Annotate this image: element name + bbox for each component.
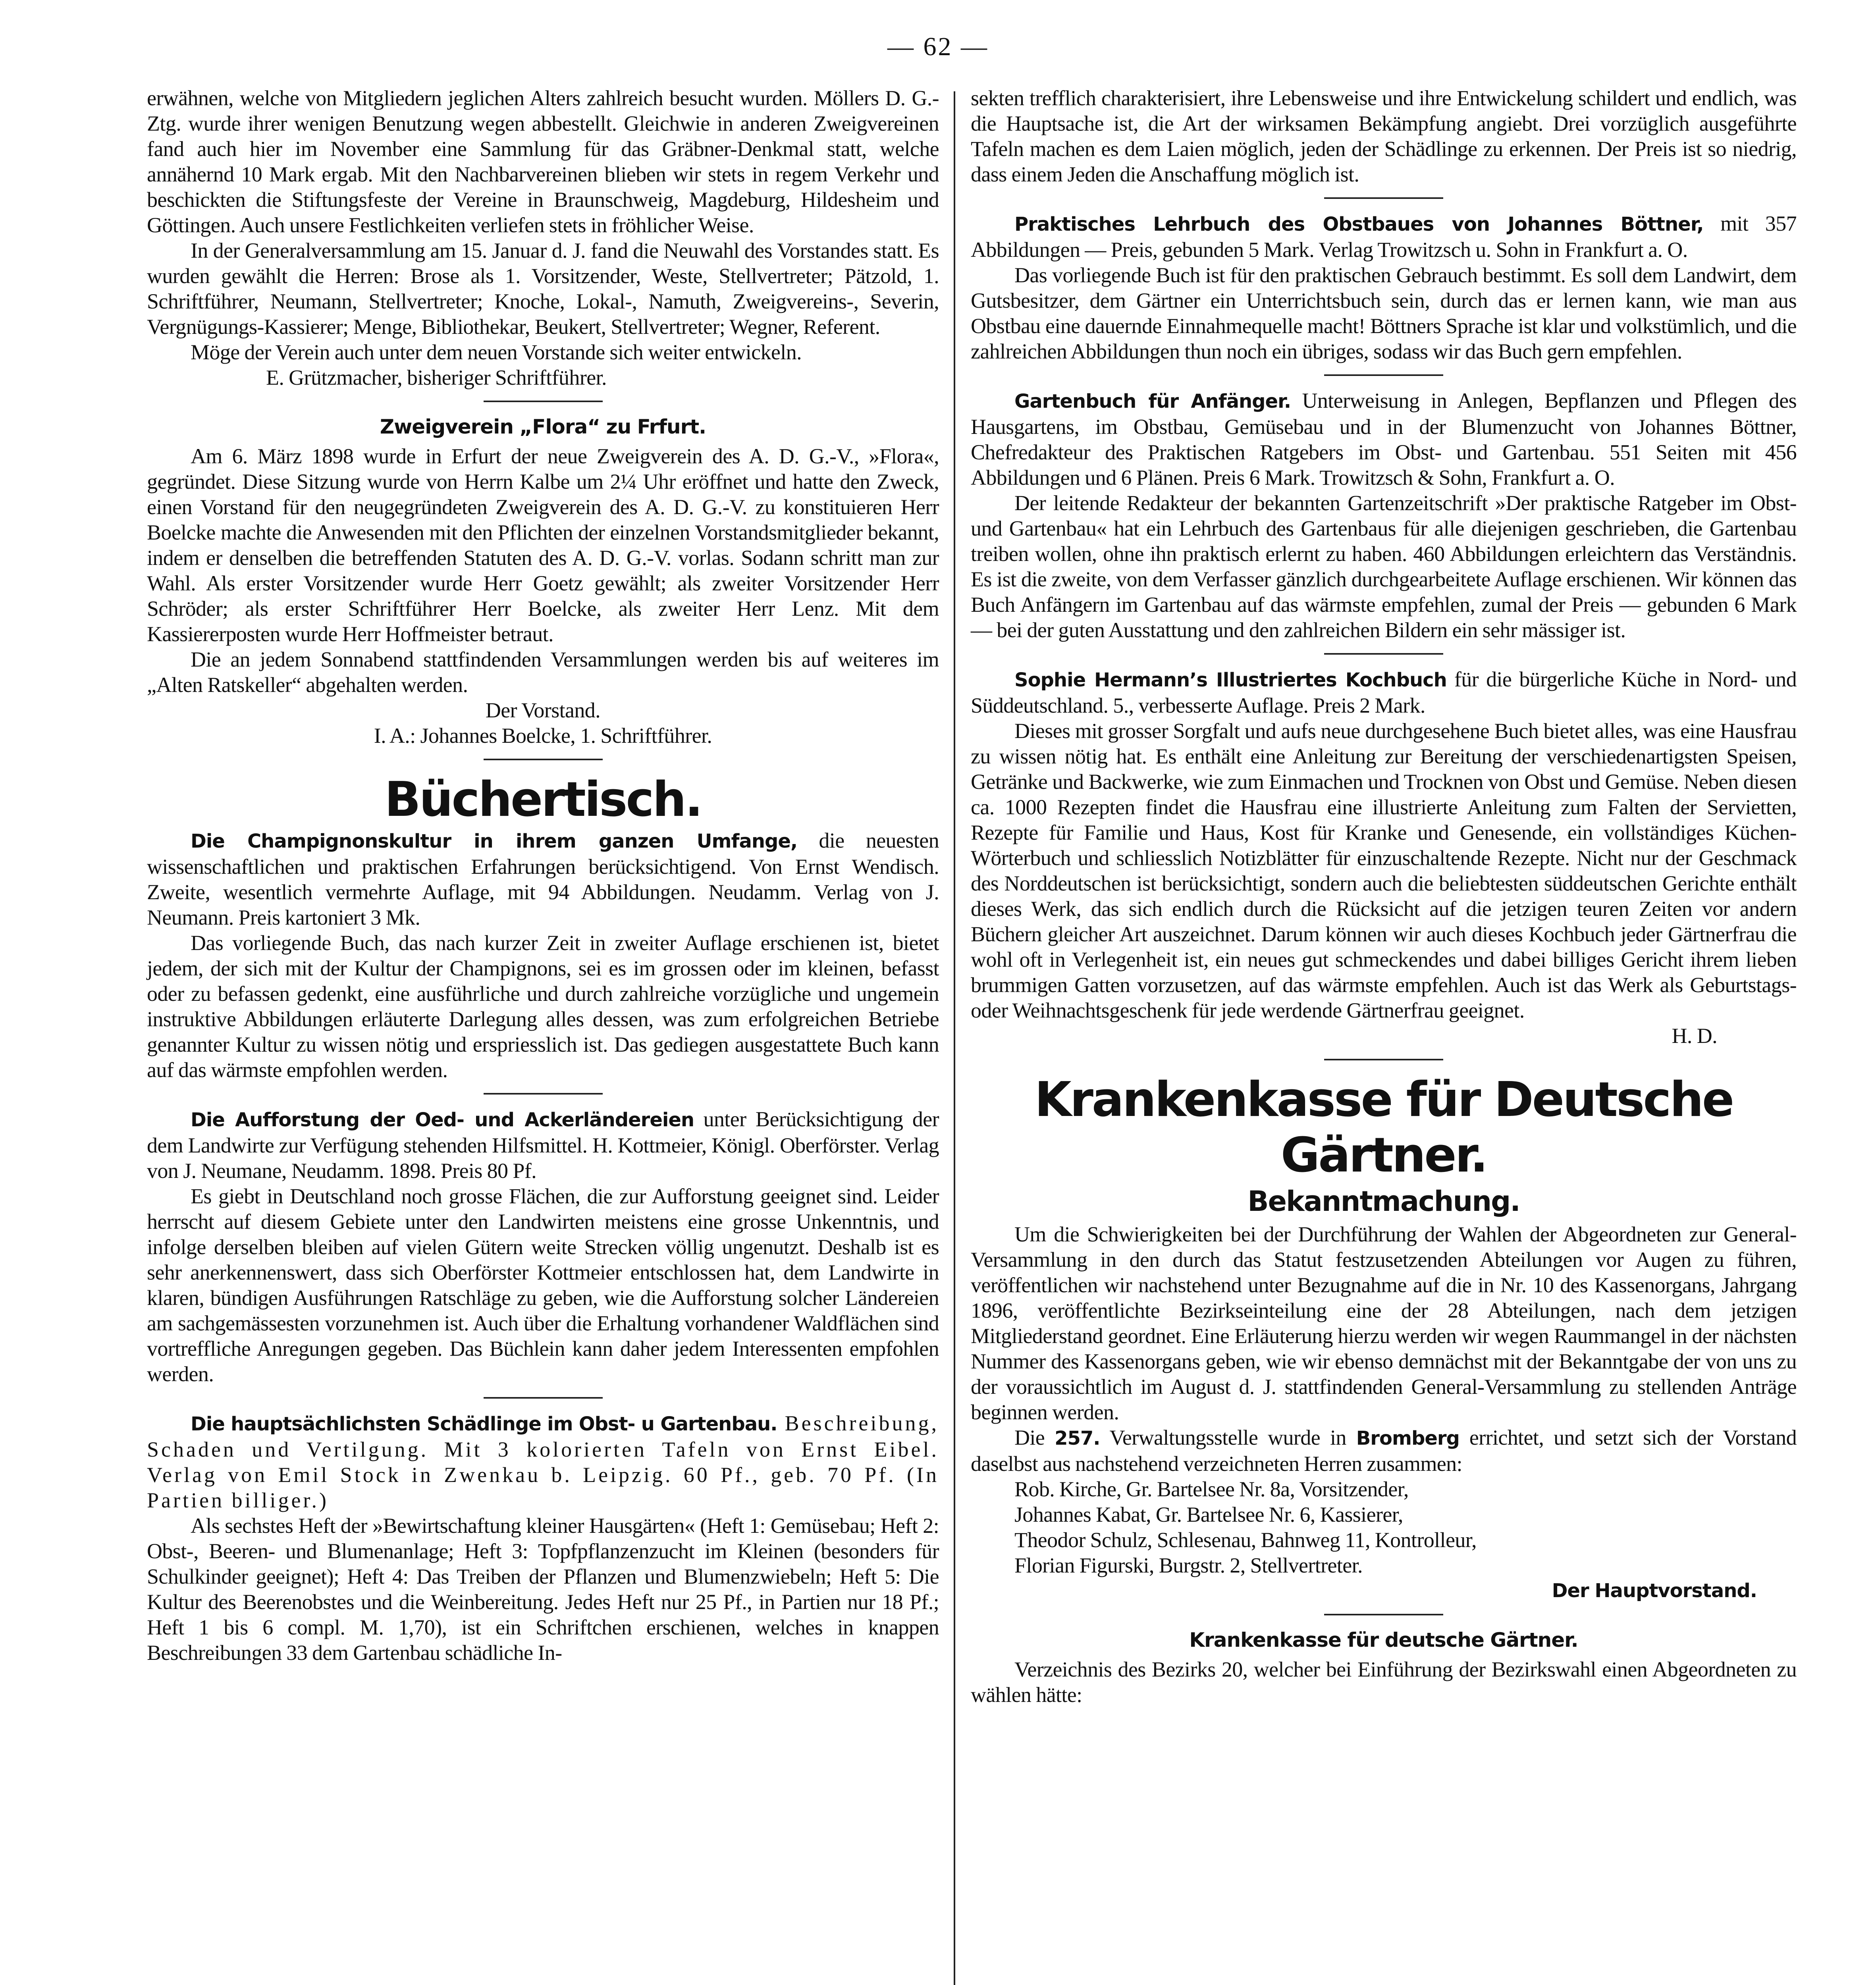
text: Verwaltungsstelle wurde in: [1100, 1426, 1356, 1449]
signature: E. Grützmacher, bisheriger Schriftführer.: [266, 366, 607, 389]
book-review: [147, 828, 939, 930]
book-review: [971, 388, 1797, 490]
paragraph: Das vorliegende Buch, das nach kurzer Zeit in zweiter Auflage erschienen ist, bietet jedem, der sich mit der Kultur der Champignons, sei es im grossen oder im kleinen, befasst oder zu befassen gedenkt, eine ausführliche und durch zahlreiche vorzügliche und ungemein instruktive Abbildungen erläuterte Darlegung alles dessen, was zum erfolgreichen Betriebe genannter Kultur zu wissen nötig und erspriesslich ist. Das gediegen ausgestattete Buch kann auf das wärmste empfohlen werden.: [147, 931, 939, 1082]
column-divider: [954, 91, 955, 1985]
office-number: 257.: [1055, 1427, 1100, 1449]
section-rule: [1324, 1614, 1443, 1615]
paragraph: In der Generalversammlung am 15. Januar d. J. fand die Neuwahl des Vorstandes statt. Es wurden gewählt die Herren: Brose als 1. Vorsitzender, Weste, Stellvertreter; Pätzold, 1. Schriftführer, Neumann, Stellvertreter; Knoche, Lokal-, Namuth, Zweigvereins-, Severin, Vergnügungs-Kassierer; Menge, Bibliothekar, Beukert, Stellvertreter; Wegner, Referent.: [147, 239, 939, 339]
paragraph: Es giebt in Deutschland noch grosse Flächen, die zur Aufforstung geeignet sind. Leider herrscht auf diesem Gebiete unter den Landwirten meistens eine grosse Unkenntnis, und infolge derselben bleiben auf vielen Gütern weite Strecken völlig ungenutzt. Deshalb ist es sehr anerkennenswert, dass sich Oberförster Kottmeier entschlossen hat, dem Landwirte in klaren, bündigen Ausführungen Ratschläge zu geben, wie die Aufforstung solcher Ländereien am sachgemässesten vorzunehmen ist. Auch über die Erhaltung vorhandener Waldflächen sind vortreffliche Anregungen gegeben. Das Büchlein kann daher jedem Interessenten empfohlen werden.: [147, 1184, 939, 1386]
section-rule: [484, 401, 603, 402]
paragraph: Möge der Verein auch unter dem neuen Vorstande sich weiter entwickeln.: [191, 340, 802, 364]
text: errichtet, und setzt sich der Vorstand daselbst aus nachstehend verzeichneten Herren zusammen:: [971, 1426, 1797, 1476]
paragraph: Die an jedem Sonnabend stattfindenden Versammlungen werden bis auf weiteres im „Alten Ratskeller“ abgehalten werden.: [147, 648, 939, 697]
book-details: Beschreibung, Schaden und Vertilgung. Mit 3 kolorierten Tafeln von Ernst Eibel. Verlag von Emil Stock in Zwenkau b. Leipzig. 60 Pf., geb. 70 Pf. (In Partien billiger.): [147, 1411, 939, 1512]
book-title: Sophie Hermann’s Illustriertes Kochbuch: [1014, 669, 1447, 691]
book-title: Praktisches Lehrbuch des Obstbaues von Johannes Böttner,: [1014, 213, 1704, 235]
signature: Der Vorstand.: [485, 698, 601, 722]
paragraph: [971, 1425, 1797, 1476]
book-details: für die bürgerliche Küche in Nord- und Süddeutschland. 5., verbesserte Auflage. Preis 2 Mark.: [971, 667, 1797, 717]
book-review: [147, 1411, 939, 1513]
signature: I. A.: Johannes Boelcke, 1. Schriftführer.: [374, 724, 712, 748]
section-rule: [1324, 1059, 1443, 1060]
book-title: Die Aufforstung der Oed- und Ackerländereien: [191, 1109, 694, 1131]
book-title: Die Champignonskultur in ihrem ganzen Umfange,: [191, 830, 798, 852]
paragraph: Der leitende Redakteur der bekannten Gartenzeitschrift »Der praktische Ratgeber im Obst- und Gartenbau« hat ein Lehrbuch des Gartenbaus für alle diejenigen geschrieben, die Gartenbau treiben wollen, ohne ihn praktisch erlernt zu haben. 460 Abbildungen erleichtern das Verständnis. Es ist die zweite, von dem Verfasser gänzlich durchgearbeitete Auflage erschienen. Wir können das Buch Anfängern im Gartenbau auf das wärmste empfehlen, zumal der Preis — gebunden 6 Mark — bei der guten Ausstattung und den zahlreichen Bildern ein sehr mässiger ist.: [971, 491, 1797, 642]
book-details: die neuesten wissenschaftlichen und praktischen Erfahrungen berücksichtigend. Von Ernst Wendisch. Zweite, wesentlich vermehrte Auflage, mit 94 Abbildungen. Neudamm. Verlag von J. Neumann. Preis kartoniert 3 Mk.: [147, 829, 939, 929]
section-heading-krankenkasse: Krankenkasse für Deutsche Gärtner.: [1034, 1072, 1733, 1183]
subheading-bekanntmachung: Bekanntmachung.: [1247, 1185, 1520, 1218]
right-column: [971, 85, 1797, 1707]
signature: Der Hauptvorstand.: [1552, 1580, 1757, 1602]
list-item: Rob. Kirche, Gr. Bartelsee Nr. 8a, Vorsitzender,: [1014, 1477, 1409, 1501]
paragraph: Am 6. März 1898 wurde in Erfurt der neue Zweigverein des A. D. G.-V., »Flora«, gegründet. Diese Sitzung wurde von Herrn Kalbe um 2¼ Uhr eröffnet und hatte den Zweck, einen Vorstand für den neugegründeten Zweigverein des A. D. G.-V. zu konstituieren Herr Boelcke machte die Anwesenden mit den Pflichten der einzelnen Vorstandsmitglieder bekannt, indem er denselben die betreffenden Statuten des A. D. G.-V. vorlas. Sodann schritt man zur Wahl. Als erster Vorsitzender wurde Herr Goetz gewählt; als zweiter Vorsitzender Herr Schröder; als erster Schriftführer Herr Boelcke, als zweiter Herr Lenz. Mit dem Kassiererposten wurde Herr Hoffmeister betraut.: [147, 444, 939, 646]
book-title: Gartenbuch für Anfänger.: [1014, 390, 1291, 412]
paragraph: Verzeichnis des Bezirks 20, welcher bei Einführung der Bezirkswahl einen Abgeordneten zu wählen hätte:: [971, 1657, 1797, 1707]
section-rule: [1324, 197, 1443, 199]
section-heading-flora: Zweigverein „Flora“ zu Frfurt.: [380, 415, 706, 438]
book-review: [147, 1106, 939, 1183]
list-item: Florian Figurski, Burgstr. 2, Stellvertreter.: [1014, 1553, 1363, 1577]
section-heading-krankenkasse-2: Krankenkasse für deutsche Gärtner.: [1189, 1628, 1578, 1652]
left-column: [147, 85, 939, 1665]
paragraph: erwähnen, welche von Mitgliedern jeglichen Alters zahlreich besucht wurden. Möllers D. G.-Ztg. wurde ihrer wenigen Benutzung wegen abbestellt. Gleichwie in anderen Zweigvereinen fand auch hier im November eine Sammlung für das Gräbner-Denkmal statt, welche annähernd 10 Mark ergab. Mit den Nachbarvereinen blieben wir stets in regem Verkehr und beschickten die Stiftungsfeste der Vereine in Braunschweig, Magdeburg, Hildesheim und Göttingen. Auch unsere Festlichkeiten verliefen stets in fröhlicher Weise.: [147, 86, 939, 237]
page-number: — 62 —: [887, 32, 989, 61]
list-item: Theodor Schulz, Schlesenau, Bahnweg 11, Kontrolleur,: [1014, 1528, 1477, 1552]
paragraph: Um die Schwierigkeiten bei der Durchführung der Wahlen der Abgeordneten zur General-Versammlung in den durch das Statut festzusetzenden Abteilungen vor Augen zu führen, veröffentlichen wir nachstehend unter Bezugnahme auf die in Nr. 10 des Kassenorgans, Jahrgang 1896, veröffentlichte Bezirkseinteilung eine der 28 Abteilungen, nach dem jetzigen Mitgliederstand geordnet. Eine Erläuterung hierzu werden wir wegen Raummangel in der nächsten Nummer des Kassenorgans geben, wie wir ebenso demnächst mit der Bekanntgabe der von uns zu der voraussichtlich im August d. J. stattfindenden General-Versammlung zu stellenden Anträge beginnen werden.: [971, 1222, 1797, 1424]
book-title: Die hauptsächlichsten Schädlinge im Obst- u Gartenbau.: [191, 1413, 777, 1435]
book-review: [971, 667, 1797, 718]
section-rule: [1324, 653, 1443, 655]
section-rule: [484, 759, 603, 760]
book-details: unter Berücksichtigung der dem Landwirte zur Verfügung stehenden Hilfsmittel. H. Kottmeier, Königl. Oberförster. Verlag von J. Neumane, Neudamm. 1898. Preis 80 Pf.: [147, 1107, 939, 1183]
section-rule: [1324, 374, 1443, 376]
section-rule: [484, 1397, 603, 1399]
paragraph: Das vorliegende Buch ist für den praktischen Gebrauch bestimmt. Es soll dem Landwirt, dem Gutsbesitzer, dem Gärtner ein Unterrichtsbuch sein, durch das er lernen kann, wie man aus Obstbau eine dauernde Einnahmequelle macht! Böttners Sprache ist klar und volkstümlich, und die zahlreichen Abbildungen thun noch ein übriges, sodass wir das Buch gern empfehlen.: [971, 263, 1797, 363]
list-item: Johannes Kabat, Gr. Bartelsee Nr. 6, Kassierer,: [1014, 1503, 1403, 1526]
paragraph: sekten trefflich charakterisiert, ihre Lebensweise und ihre Entwickelung schildert und endlich, was die Hauptsache ist, die Art der wirksamen Bekämpfung angiebt. Drei vorzüglich ausgeführte Tafeln machen es dem Laien möglich, jeden der Schädlinge zu erkennen. Der Preis ist so niedrig, dass einem Jeden die Anschaffung möglich ist.: [971, 86, 1797, 186]
paragraph: Dieses mit grosser Sorgfalt und aufs neue durchgesehene Buch bietet alles, was eine Hausfrau zu wissen nötig hat. Es enthält eine Anleitung zur Bereitung der verschiedenartigsten Speisen, Getränke und Backwerke, wie zum Einmachen und Trocknen von Obst und Gemüse. Neben diesen ca. 1000 Rezepten findet die Hausfrau eine illustrierte Anleitung zum Falten der Servietten, Rezepte für Familie und Haus, Kost für Kranke und Genesende, ein vollständiges Küchen-Wörterbuch und schliesslich Notizblätter für einzuschaltende Rezepte. Nicht nur der Geschmack des Norddeutschen ist berücksichtigt, sondern auch die beliebtesten süddeutschen Gerichte enthält dieses Werk, das sich endlich durch die Rücksicht auf die jetzigen teuren Zeiten vor andern Büchern gleicher Art auszeichnet. Darum können wir auch dieses Kochbuch jeder Gärtnerfrau die wohl oft in Verlegenheit ist, ein neues gut schmeckendes und dabei billiges Gericht ihrem lieben brummigen Gatten vorzusetzen, auf das wärmste empfehlen. Auch ist das Werk als Geburtstags- oder Weihnachtsgeschenk für jede werdende Gärtnerfrau geeignet.: [971, 719, 1797, 1022]
book-details: Unterweisung in Anlegen, Bepflanzen und Pflegen des Hausgartens, im Obstbau, Gemüsebau und in der Blumenzucht von Johannes Böttner, Chefredakteur des Praktischen Ratgebers im Obst- und Gartenbau. 551 Seiten mit 456 Abbildungen und 6 Plänen. Preis 6 Mark. Trowitzsch & Sohn, Frankfurt a. O.: [971, 389, 1797, 490]
paragraph: Als sechstes Heft der »Bewirtschaftung kleiner Hausgärten« (Heft 1: Gemüsebau; Heft 2: Obst-, Beeren- und Blumenanlage; Heft 3: Topfpflanzenzucht im Kleinen (besonders für Schulkinder geeignet); Heft 4: Das Treiben der Pflanzen und Blumenzwiebeln; Heft 5: Die Kultur des Beerenobstes und die Weinbereitung. Jedes Heft nur 25 Pf., in Partien nur 18 Pf.; Heft 1 bis 6 compl. M. 1,70), ist ein Schriftchen erschienen, welches in knappen Beschreibungen 33 dem Gartenbau schädliche In-: [147, 1514, 939, 1665]
book-review: [971, 211, 1797, 262]
member-list: [971, 1476, 1797, 1578]
city-name: Bromberg: [1356, 1427, 1460, 1449]
section-rule: [484, 1093, 603, 1095]
text: Die: [1014, 1426, 1055, 1449]
section-heading-buechertisch: Büchertisch.: [384, 772, 702, 827]
signature: H. D.: [1672, 1024, 1717, 1048]
book-details: mit 357 Abbildungen — Preis, gebunden 5 Mark. Verlag Trowitzsch u. Sohn in Frankfurt a. O.: [971, 212, 1797, 262]
